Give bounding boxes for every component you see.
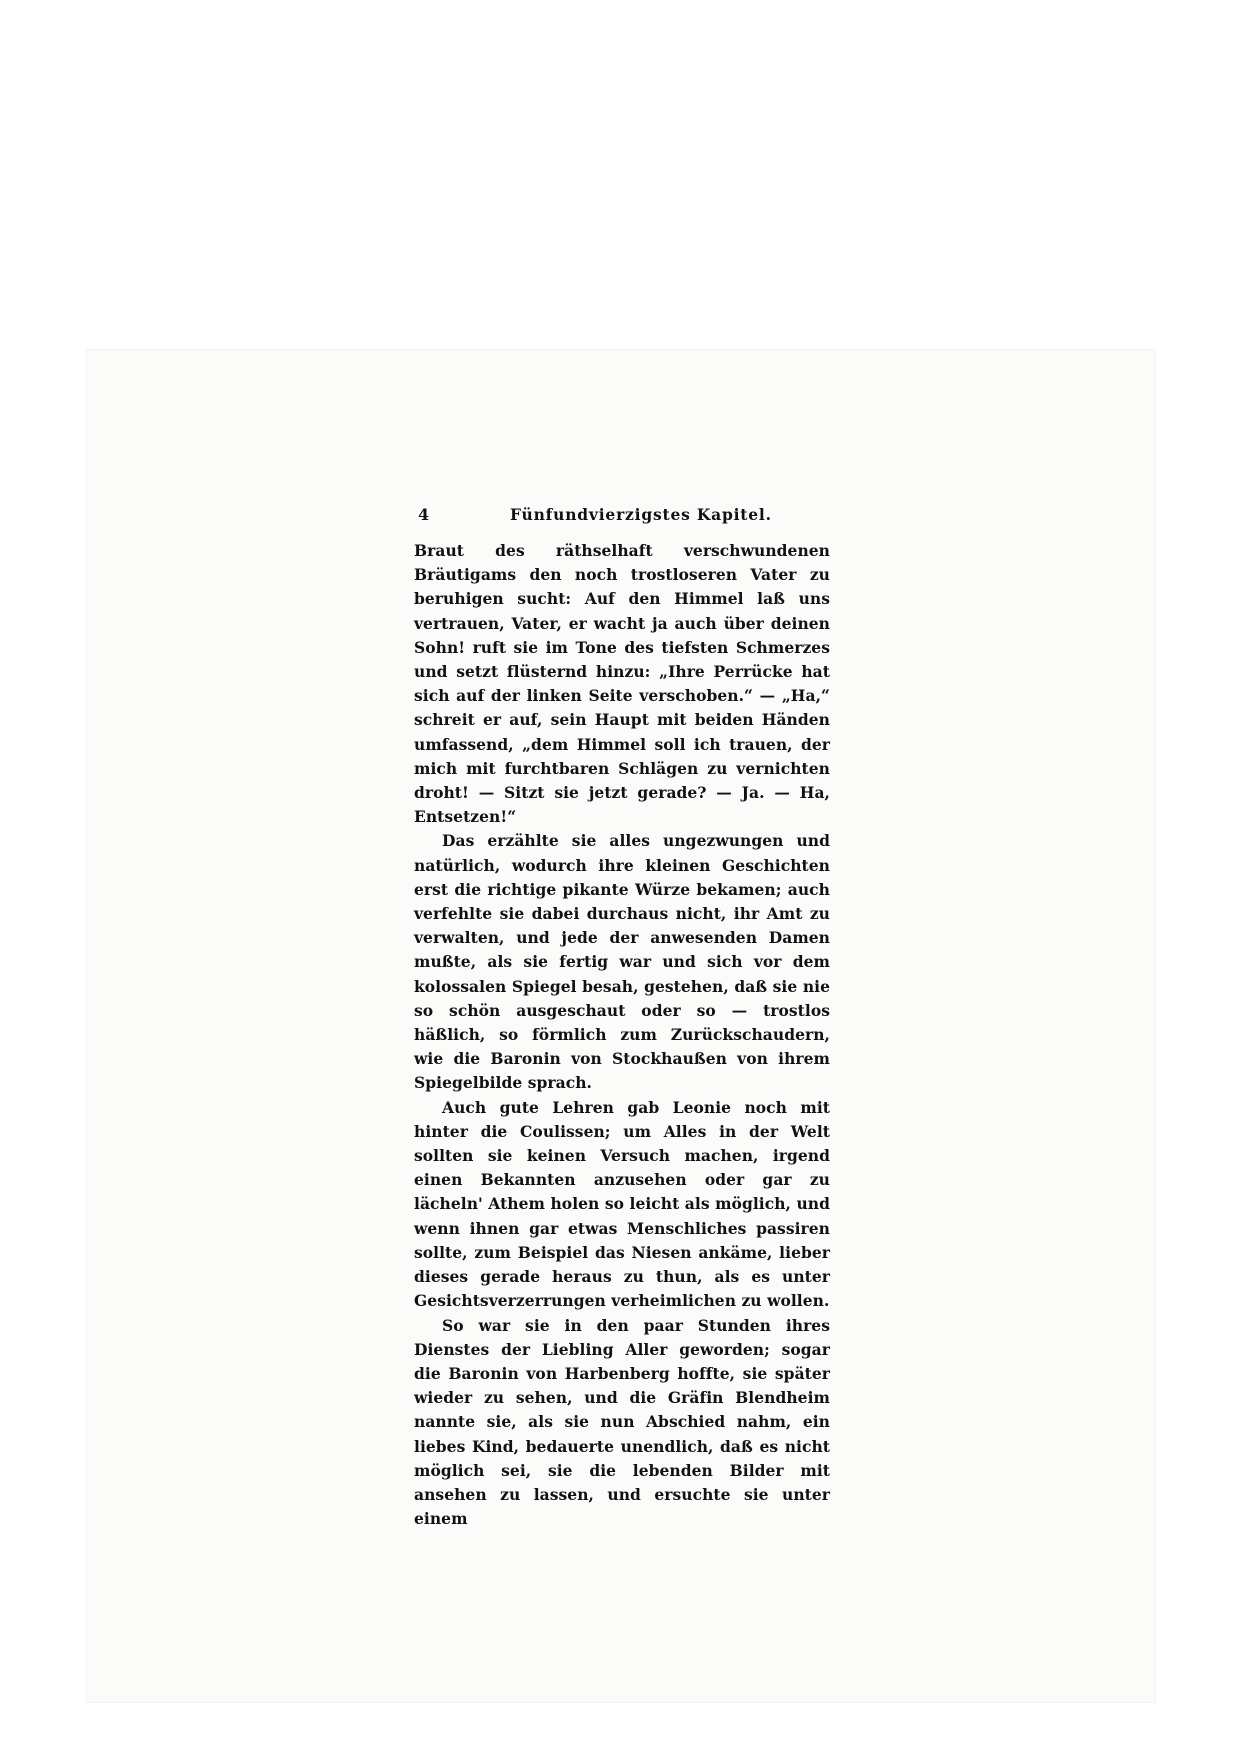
page-number: 4 bbox=[418, 505, 430, 524]
body-paragraph-2: Das erzählte sie alles ungezwungen und natürlich, wodurch ihre kleinen Geschichten erst die richtige pikante Würze bekamen; auch verfehlte sie dabei durchaus nicht, ihr Amt zu verwalten, und jede der anwesenden Damen mußte, als sie fertig war und sich vor dem kolossalen Spiegel besah, gestehen, daß sie nie so schön ausgeschaut oder so — trostlos häßlich, so förmlich zum Zurückschaudern, wie die Baronin von Stockhaußen von ihrem Spiegelbilde sprach. bbox=[414, 831, 830, 1093]
body-paragraph-3: Auch gute Lehren gab Leonie noch mit hinter die Coulissen; um Alles in der Welt sollten sie keinen Versuch machen, irgend einen Bekannten anzusehen oder gar zu lächeln' Athem holen so leicht als möglich, und wenn ihnen gar etwas Menschliches passiren sollte, zum Beispiel das Niesen ankäme, lieber dieses gerade heraus zu thun, als es unter Gesichtsverzerrungen verheimlichen zu wollen. bbox=[414, 1097, 830, 1311]
book-page bbox=[414, 503, 830, 1531]
body-paragraph-1: Braut des räthselhaft verschwundenen Bräutigams den noch trostloseren Vater zu beruhigen sucht: Auf den Himmel laß uns vertrauen, Vater, er wacht ja auch über deinen Sohn! ruft sie im Tone des tiefsten Schmerzes und setzt flüsternd hinzu: „Ihre Perrücke hat sich auf der linken Seite verschoben.“ — „Ha,“ schreit er auf, sein Haupt mit beiden Händen umfassend, „dem Himmel soll ich trauen, der mich mit furchtbaren Schlägen zu vernichten droht! — Sitzt sie jetzt gerade? — Ja. — Ha, Entsetzen!“ bbox=[414, 541, 830, 827]
body-paragraph-4: So war sie in den paar Stunden ihres Dienstes der Liebling Aller geworden; sogar die Baronin von Harbenberg hoffte, sie später wieder zu sehen, und die Gräfin Blendheim nannte sie, als sie nun Abschied nahm, ein liebes Kind, bedauerte unendlich, daß es nicht möglich sei, sie die lebenden Bilder mit ansehen zu lassen, und ersuchte sie unter einem bbox=[414, 1315, 830, 1529]
chapter-title: Fünfundvierzigstes Kapitel. bbox=[510, 505, 772, 524]
running-head bbox=[414, 503, 830, 529]
